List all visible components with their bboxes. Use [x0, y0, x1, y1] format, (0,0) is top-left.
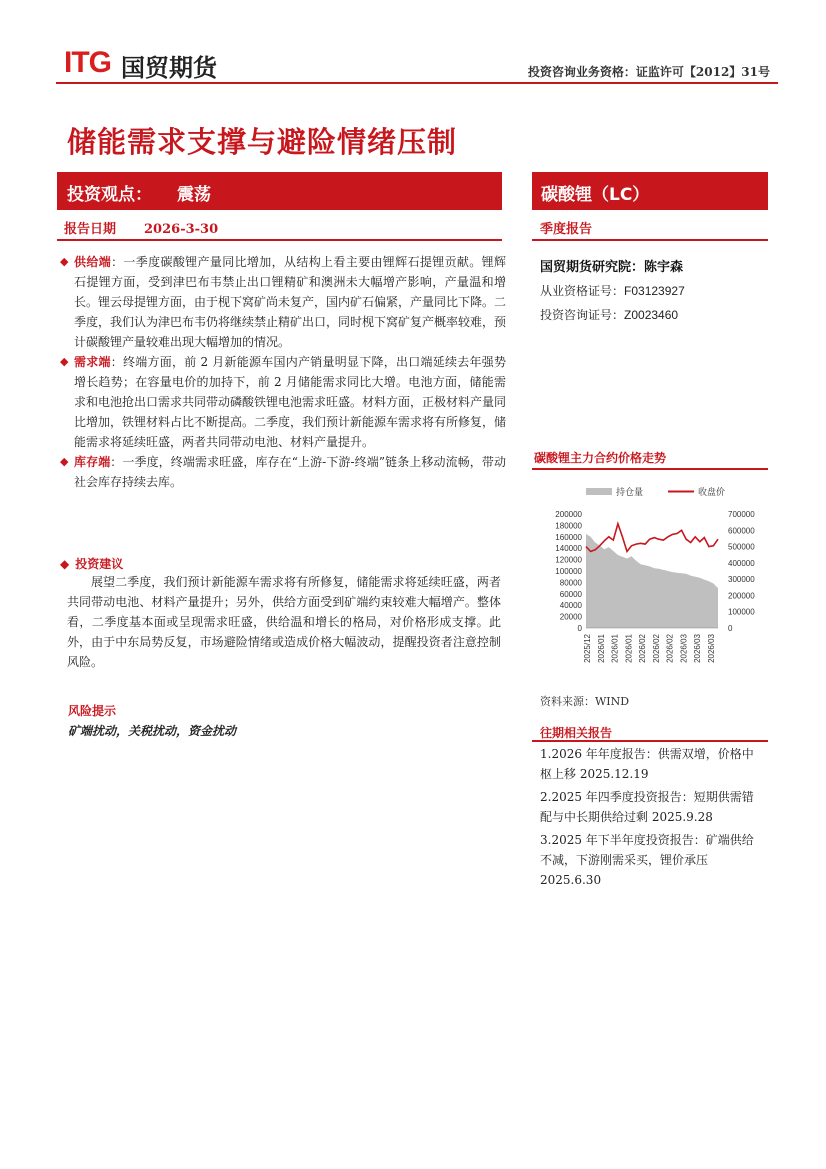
- right-axis-tick-label: 200000: [728, 591, 755, 601]
- left-axis-tick-label: 60000: [559, 589, 582, 599]
- bullet-key: 需求端: [74, 355, 111, 369]
- header-divider: [56, 82, 778, 84]
- x-axis-tick-label: 2026/03: [679, 634, 689, 663]
- x-axis-tick-label: 2026/01: [610, 634, 620, 663]
- advice-heading: [60, 555, 123, 572]
- right-axis-tick-label: 100000: [728, 607, 755, 617]
- product-bar: [532, 172, 768, 210]
- report-type-divider: [532, 239, 768, 241]
- consult-value: Z0023460: [624, 308, 679, 322]
- view-value: 震荡: [177, 185, 211, 205]
- bullet-supply: [60, 252, 506, 352]
- key-points: [60, 252, 506, 492]
- bullet-key: 供给端: [74, 255, 112, 269]
- right-axis-tick-label: 400000: [728, 558, 755, 568]
- right-axis-tick-label: 0: [728, 624, 733, 633]
- x-axis-tick-label: 2026/02: [665, 634, 675, 663]
- consult-number: [540, 306, 678, 323]
- left-axis-tick-label: 180000: [555, 521, 582, 531]
- chart-title-divider: [532, 468, 768, 470]
- bullet-dot-icon: ◆: [60, 455, 69, 468]
- report-date-label: 报告日期: [64, 222, 117, 237]
- page-title: 储能需求支撑与避险情绪压制: [67, 125, 458, 159]
- right-axis-tick-label: 700000: [728, 510, 755, 519]
- right-axis-tick-label: 300000: [728, 575, 755, 585]
- left-axis-tick-label: 140000: [555, 544, 582, 554]
- chart-title: 碳酸锂主力合约价格走势: [534, 451, 667, 465]
- qualification-number: [540, 282, 685, 299]
- x-axis-tick-label: 2026/02: [651, 634, 661, 663]
- advice-heading-text: 投资建议: [75, 557, 124, 571]
- legend-label-close-price: 收盘价: [698, 488, 726, 498]
- x-axis-tick-label: 2026/03: [707, 634, 716, 663]
- x-axis-tick-label: 2026/02: [638, 634, 648, 663]
- advice-body: 展望二季度，我们预计新能源车需求将有所修复，储能需求将延续旺盛，两者共同带动电池、材料产量提升；另外，供给方面受到矿端约束较难大幅增产。整体看，二季度基本面或呈现需求旺盛，供给温和增长的格局，对价格形成支撑。此外，由于中东局势反复，市场避险情绪或造成价格大幅波动，提醒投资者注意控制风险。: [67, 575, 501, 669]
- risk-heading: 风险提示: [68, 704, 117, 718]
- bullet-dot-icon: ◆: [60, 557, 70, 571]
- past-reports-list: [540, 744, 762, 893]
- bullet-dot-icon: ◆: [60, 255, 69, 268]
- data-source: 资料来源：WIND: [540, 695, 630, 708]
- x-axis-tick-label: 2026/03: [693, 634, 703, 663]
- past-reports-heading: 往期相关报告: [540, 726, 613, 740]
- close-price-line: [586, 524, 718, 552]
- risk-body: 矿端扰动，关税扰动，资金扰动: [68, 724, 237, 738]
- open-interest-area: [586, 534, 718, 628]
- investment-view-bar: [57, 172, 502, 210]
- legend-label-open-interest: 持仓量: [616, 488, 644, 498]
- itg-logo: ITG: [64, 46, 111, 79]
- left-axis-tick-label: 0: [577, 624, 582, 633]
- consult-label: 投资咨询证号：: [540, 308, 625, 322]
- x-axis-tick-label: 2025/12: [583, 634, 592, 663]
- company-name: 国贸期货: [121, 54, 217, 82]
- bullet-dot-icon: ◆: [60, 355, 69, 368]
- right-axis-tick-label: 600000: [728, 526, 755, 536]
- past-reports-divider: [532, 740, 768, 742]
- past-report-item: 3.2025 年下半年度投资报告：矿端供给不减，下游刚需采买，锂价承压 2025.6.30: [540, 833, 754, 887]
- x-axis-tick-label: 2026/01: [596, 634, 606, 663]
- bullet-text: ：一季度碳酸锂产量同比增加，从结构上看主要由锂辉石提锂贡献。锂辉石提锂方面，受到津巴布韦禁止出口锂精矿和澳洲未大幅增产影响，产量温和增长。锂云母提锂方面，由于枧下窝矿尚未复产，国内矿石偏紧，产量同比下降。二季度，我们认为津巴布韦仍将继续禁止精矿出口，同时枧下窝矿复产概率较难，预计碳酸锂产量较难出现大幅增加的情况。: [74, 255, 507, 349]
- qual-label: 从业资格证号：: [540, 284, 625, 298]
- past-report-item: 1.2026 年年度报告：供需双增，价格中枢上移 2025.12.19: [540, 747, 754, 781]
- price-chart: [534, 478, 770, 688]
- x-axis-tick-label: 2026/01: [624, 634, 634, 663]
- author-line: 国贸期货研究院：陈宇森: [540, 260, 684, 275]
- left-axis-tick-label: 40000: [559, 601, 582, 611]
- report-date-value: 2026-3-30: [144, 222, 219, 237]
- product-name: 碳酸锂（LC）: [541, 185, 650, 205]
- right-axis-tick-label: 500000: [728, 542, 755, 552]
- left-axis-tick-label: 120000: [555, 555, 582, 565]
- left-axis-tick-label: 160000: [555, 532, 582, 542]
- past-report-item: 2.2025 年四季度投资报告：短期供需错配与中长期供给过剩 2025.9.28: [540, 790, 754, 824]
- bullet-key: 库存端: [74, 455, 111, 469]
- report-date: [64, 218, 218, 237]
- date-divider: [57, 239, 502, 241]
- bullet-inventory: [60, 452, 506, 492]
- legend-swatch-open-interest: [586, 488, 612, 495]
- left-axis-tick-label: 80000: [559, 578, 582, 588]
- left-axis-tick-label: 100000: [555, 567, 582, 576]
- license-text: 投资咨询业务资格：证监许可【2012】31号: [527, 65, 770, 79]
- bullet-demand: [60, 352, 506, 452]
- bullet-text: ：一季度，终端需求旺盛，库存在“上游-下游-终端”链条上移动流畅，带动社会库存持续去库。: [74, 455, 506, 489]
- left-axis-tick-label: 20000: [559, 612, 582, 622]
- report-type: 季度报告: [540, 222, 593, 237]
- qual-value: F03123927: [624, 284, 685, 298]
- view-label: 投资观点：: [67, 185, 152, 205]
- left-axis-tick-label: 200000: [555, 510, 582, 519]
- bullet-text: ：终端方面，前 2 月新能源车国内产销量明显下降，出口端延续去年强势增长趋势；在容量电价的加持下，前 2 月储能需求同比大增。电池方面，储能需求和电池抢出口需求共同带动磷酸铁锂电池需求旺盛。材料方面，正极材料产量同比增加，铁锂材料占比不断提高。二季度，我们预计新能源车需求将有所修复，储能需求将延续旺盛，两者共同带动电池、材料产量提升。: [74, 355, 507, 449]
